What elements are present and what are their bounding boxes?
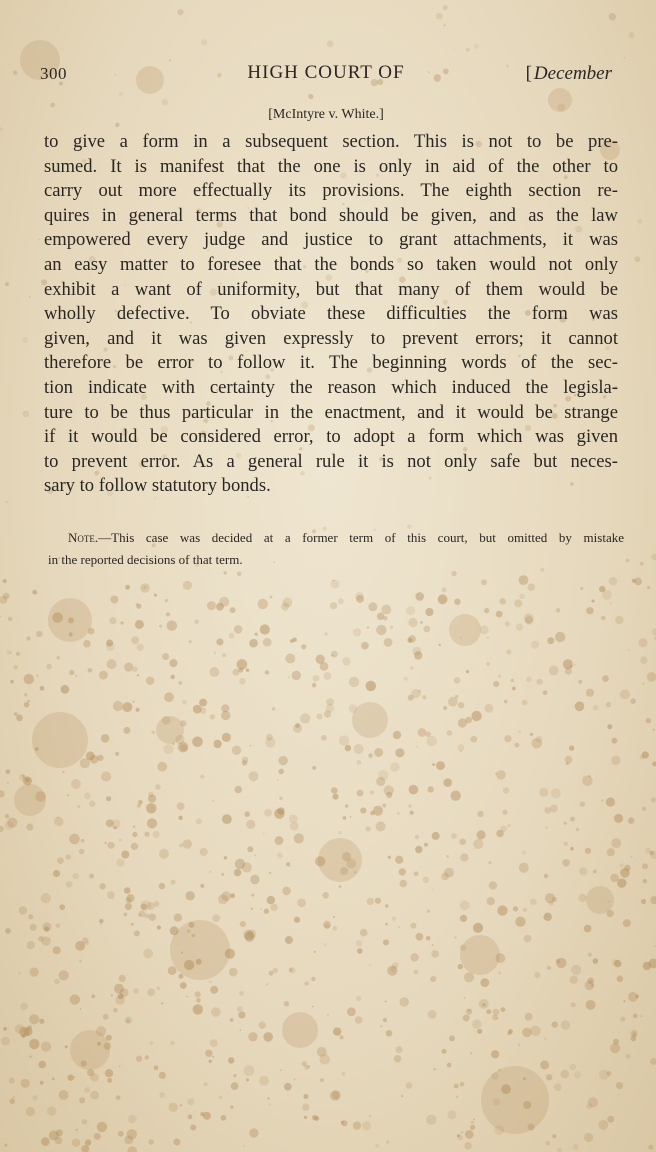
running-month [526,63,612,85]
body-line: sumed. It is manifest that the one is only in aid of the other to [44,155,618,177]
body-line: an easy matter to foresee that the bonds so taken would not only [44,253,618,275]
case-caption: [McIntyre v. White.] [268,107,384,122]
body-line: sary to follow statutory bonds. [44,475,271,497]
footnote-line: in the reported decisions of that term. [48,552,243,567]
body-line: to prevent error. As a general rule it is not only safe but neces- [44,450,618,472]
body-line: wholly defective. To obviate these difficulties the form was [44,303,618,325]
body-line: carry out more effectually its provisions. The eighth section re- [44,180,618,202]
running-title: HIGH COURT OF [247,62,405,83]
body-line: to give a form in a subsequent section. This is not to be pre- [44,131,618,152]
note-label: Note. [68,530,99,545]
footnote-line [48,527,624,549]
month-label: December [533,63,612,84]
body-line: given, and it was given expressly to prevent errors; it cannot [44,327,618,349]
body-line: ture to be thus particular in the enactment, and it would be strange [44,401,618,423]
footnote [48,527,624,571]
body-line: exhibit a want of uniformity, but that many of them would be [44,278,618,300]
body-line: if it would be considered error, to adopt a form which was given [44,426,618,448]
body-line: therefore be error to follow it. The beginning words of the sec- [44,352,618,374]
header-bracket: [ [525,63,532,84]
body-line: quires in general terms that bond should be given, and as the law [44,204,618,226]
page-number: 300 [40,64,67,83]
body-text [44,130,618,499]
page-header [40,62,612,88]
body-line: tion indicate with certainty the reason which induced the legisla- [44,376,618,398]
body-line: empowered every judge and justice to grant attachments, it was [44,229,618,251]
note-text: —This case was decided at a former term of this court, but omitted by mistake [98,530,624,545]
